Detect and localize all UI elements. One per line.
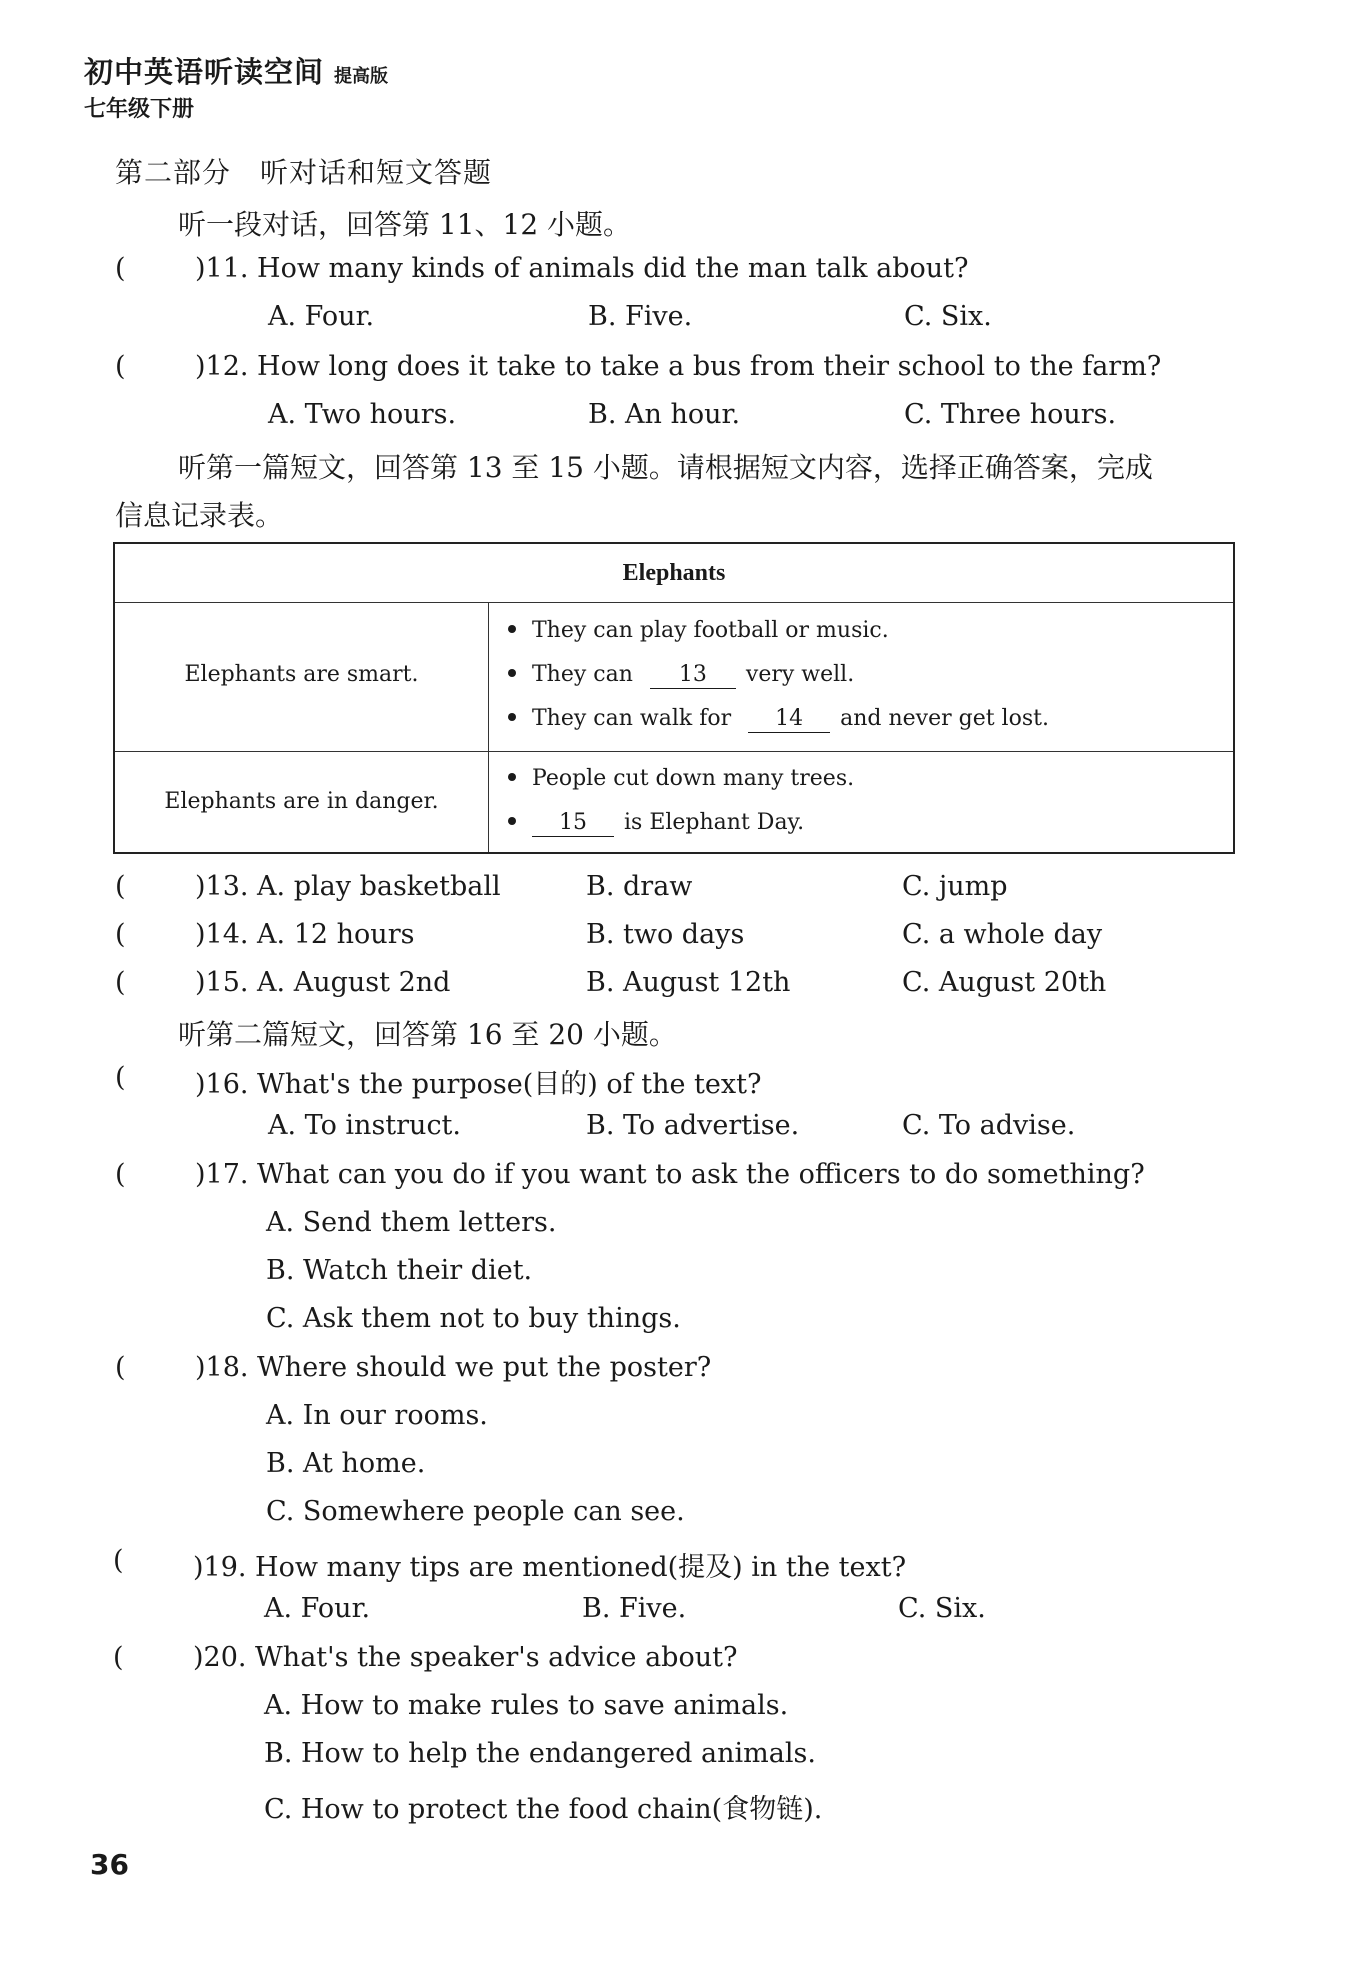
row2-label: Elephants are in danger. [164,789,439,814]
row2-bullet-2 [508,810,804,837]
option-20-b: B. How to help the endangered animals. [264,1738,816,1769]
answer-paren: ( [113,1545,124,1576]
option-18-b: B. At home. [266,1448,426,1479]
book-header [84,50,388,91]
bullet-text: is Elephant Day. [624,810,805,835]
question-20: )20. What's the speaker's advice about? [193,1642,738,1673]
question-16: )16. What's the purpose(目的) of the text? [195,1069,762,1100]
row1-label: Elephants are smart. [184,662,419,687]
section-title: 第二部分 听对话和短文答题 [115,156,493,189]
bullet-icon [508,669,516,677]
row2-bullet-1 [508,766,854,791]
option-20-a: A. How to make rules to save animals. [264,1690,789,1721]
bullet-text: and never get lost. [840,706,1049,731]
table-title: Elephants [622,560,726,586]
elephants-table [113,542,1235,854]
bullet-text: They can play football or music. [532,618,889,643]
option-14-c: C. a whole day [902,919,1103,950]
option-12-b: B. An hour. [588,399,741,430]
option-19-b: B. Five. [582,1593,687,1624]
question-12: )12. How long does it take to take a bus from their school to the farm? [195,351,1162,382]
question-15: )15. A. August 2nd [195,967,451,998]
row1-bullet-1 [508,618,889,643]
question-18: )18. Where should we put the poster? [195,1352,712,1383]
bullet-text: People cut down many trees. [532,766,855,791]
answer-paren: ( [115,1352,126,1383]
option-11-a: A. Four. [268,301,375,332]
option-16-a: A. To instruct. [268,1110,461,1141]
option-20-c: C. How to protect the food chain(食物链). [264,1794,823,1825]
row1-bullet-2 [508,662,854,689]
bullet-text: very well. [745,662,855,687]
bullet-icon [508,773,516,781]
option-14-b: B. two days [586,919,745,950]
answer-paren: ( [115,871,126,902]
instruction-passage2: 听第二篇短文，回答第 16 至 20 小题。 [178,1018,677,1051]
question-17: )17. What can you do if you want to ask the officers to do something? [195,1159,1145,1190]
blank-14: 14 [748,706,830,733]
bullet-text: They can walk for [532,706,732,731]
book-grade: 七年级下册 [84,97,195,122]
row1-bullet-3 [508,706,1049,733]
instruction-passage1-line1: 听第一篇短文，回答第 13 至 15 小题。请根据短文内容，选择正确答案，完成 [178,451,1153,484]
table-divider [115,602,1233,603]
answer-paren: ( [113,1642,124,1673]
answer-paren: ( [115,253,126,284]
answer-paren: ( [115,1159,126,1190]
answer-paren: ( [115,1062,126,1093]
blank-13: 13 [650,662,736,689]
answer-paren: ( [115,919,126,950]
bullet-icon [508,625,516,633]
option-13-b: B. draw [586,871,693,902]
option-18-a: A. In our rooms. [266,1400,488,1431]
page-number: 36 [90,1848,129,1881]
bullet-icon [508,817,516,825]
option-17-a: A. Send them letters. [266,1207,557,1238]
table-column-divider [488,602,489,852]
option-15-c: C. August 20th [902,967,1107,998]
question-19: )19. How many tips are mentioned(提及) in the text? [193,1552,907,1583]
option-18-c: C. Somewhere people can see. [266,1496,685,1527]
book-title: 初中英语听读空间 [84,55,325,89]
option-12-a: A. Two hours. [268,399,457,430]
table-divider [115,751,1233,752]
option-11-c: C. Six. [904,301,992,332]
book-edition: 提高版 [334,66,389,87]
instruction-dialog: 听一段对话，回答第 11、12 小题。 [178,208,632,241]
question-11: )11. How many kinds of animals did the man talk about? [195,253,969,284]
option-11-b: B. Five. [588,301,693,332]
instruction-passage1-line2: 信息记录表。 [115,499,284,532]
bullet-icon [508,713,516,721]
option-15-b: B. August 12th [586,967,791,998]
bullet-text: They can [532,662,633,687]
answer-paren: ( [115,351,126,382]
answer-paren: ( [115,967,126,998]
option-17-c: C. Ask them not to buy things. [266,1303,681,1334]
option-19-a: A. Four. [264,1593,371,1624]
option-17-b: B. Watch their diet. [266,1255,533,1286]
question-13: )13. A. play basketball [195,871,501,902]
option-12-c: C. Three hours. [904,399,1117,430]
option-16-c: C. To advise. [902,1110,1076,1141]
option-13-c: C. jump [902,871,1008,902]
question-14: )14. A. 12 hours [195,919,415,950]
blank-15: 15 [532,810,614,837]
option-19-c: C. Six. [898,1593,986,1624]
option-16-b: B. To advertise. [586,1110,800,1141]
